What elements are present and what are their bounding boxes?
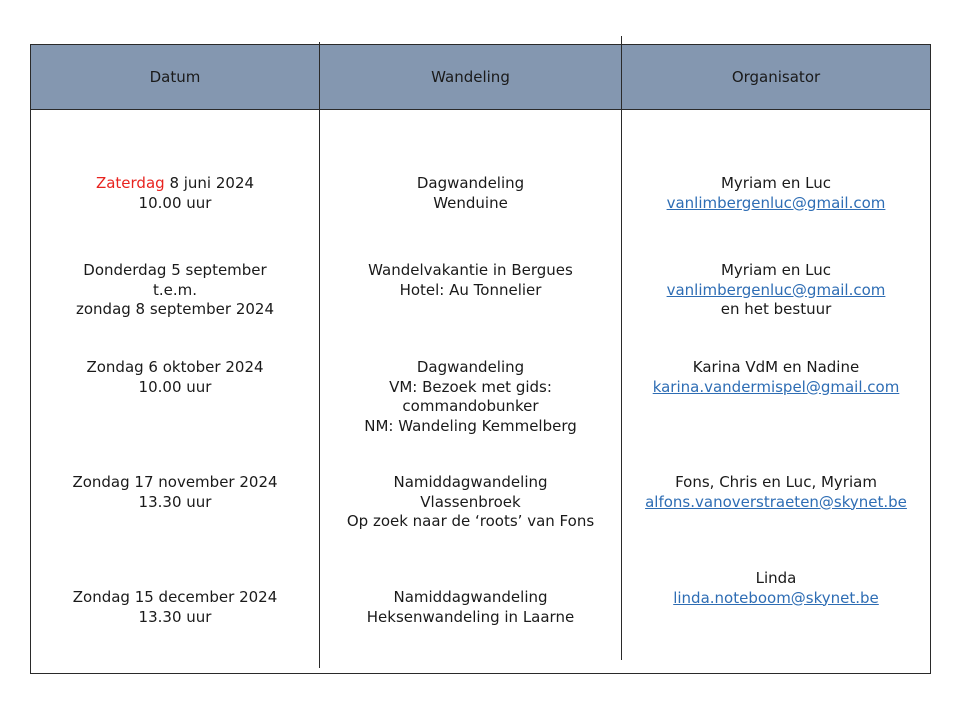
organizer-email-link[interactable]: alfons.vanoverstraeten@skynet.be: [645, 492, 907, 511]
walk-line: Dagwandeling: [416, 174, 525, 192]
row-4-wandeling: [320, 473, 621, 532]
time-text: 13.30 uur: [138, 492, 212, 511]
walk-line: Dagwandeling: [416, 358, 525, 376]
walk-line: VM: Bezoek met gids:: [389, 377, 552, 396]
weekday-highlight: Zaterdag: [95, 174, 165, 192]
walk-line: Op zoek naar de ‘roots’ van Fons: [346, 512, 595, 530]
row-3-wandeling: [320, 358, 621, 436]
row-2-wandeling: [320, 261, 621, 300]
walk-line: Wandelvakantie in Bergues: [368, 261, 573, 279]
row-2-datum: [31, 261, 319, 320]
walk-line: Namiddagwandeling: [393, 473, 548, 491]
organizer-names: Karina VdM en Nadine: [692, 358, 860, 376]
date-text: 8 juni 2024: [164, 174, 255, 192]
date-text: zondag 8 september 2024: [75, 300, 275, 318]
row-5-datum: [31, 588, 319, 627]
organizer-names: Linda: [755, 569, 797, 587]
organizer-email-link[interactable]: vanlimbergenluc@gmail.com: [666, 280, 886, 299]
organizer-email-link[interactable]: vanlimbergenluc@gmail.com: [666, 193, 886, 212]
row-4-organisator: [622, 473, 930, 512]
organizer-names: Myriam en Luc: [720, 261, 832, 279]
walk-line: commandobunker: [402, 397, 539, 415]
date-text: Zondag 6 oktober 2024: [86, 358, 264, 376]
walk-line: Hotel: Au Tonnelier: [399, 280, 542, 299]
header-datum: Datum: [149, 68, 201, 86]
time-text: 10.00 uur: [138, 193, 212, 212]
time-text: 13.30 uur: [138, 607, 212, 626]
row-5-wandeling: [320, 588, 621, 627]
row-1-wandeling: [320, 174, 621, 213]
time-text: 10.00 uur: [138, 377, 212, 396]
row-2-organisator: [622, 261, 930, 320]
row-1-organisator: [622, 174, 930, 213]
walk-line: Namiddagwandeling: [393, 588, 548, 606]
organizer-extra: en het bestuur: [720, 300, 832, 318]
column-divider-1: [319, 42, 320, 668]
date-text: Zondag 17 november 2024: [72, 473, 278, 491]
walk-line: Vlassenbroek: [420, 492, 521, 511]
header-organisator: Organisator: [731, 68, 821, 86]
row-1-datum: [31, 174, 319, 213]
row-3-organisator: [622, 358, 930, 397]
date-text: t.e.m.: [152, 280, 198, 299]
walk-line: Wenduine: [433, 193, 508, 212]
walk-line: NM: Wandeling Kemmelberg: [364, 416, 577, 435]
organizer-email-link[interactable]: karina.vandermispel@gmail.com: [652, 377, 900, 396]
row-5-organisator: [622, 569, 930, 608]
column-divider-2: [621, 36, 622, 660]
header-wandeling: Wandeling: [431, 68, 510, 86]
row-4-datum: [31, 473, 319, 512]
organizer-email-link[interactable]: linda.noteboom@skynet.be: [673, 588, 879, 607]
organizer-names: Fons, Chris en Luc, Myriam: [675, 473, 877, 491]
walk-line: Heksenwandeling in Laarne: [366, 607, 575, 626]
date-text: Zondag 15 december 2024: [72, 588, 278, 606]
row-3-datum: [31, 358, 319, 397]
date-text: Donderdag 5 september: [83, 261, 267, 279]
organizer-names: Myriam en Luc: [720, 174, 832, 192]
